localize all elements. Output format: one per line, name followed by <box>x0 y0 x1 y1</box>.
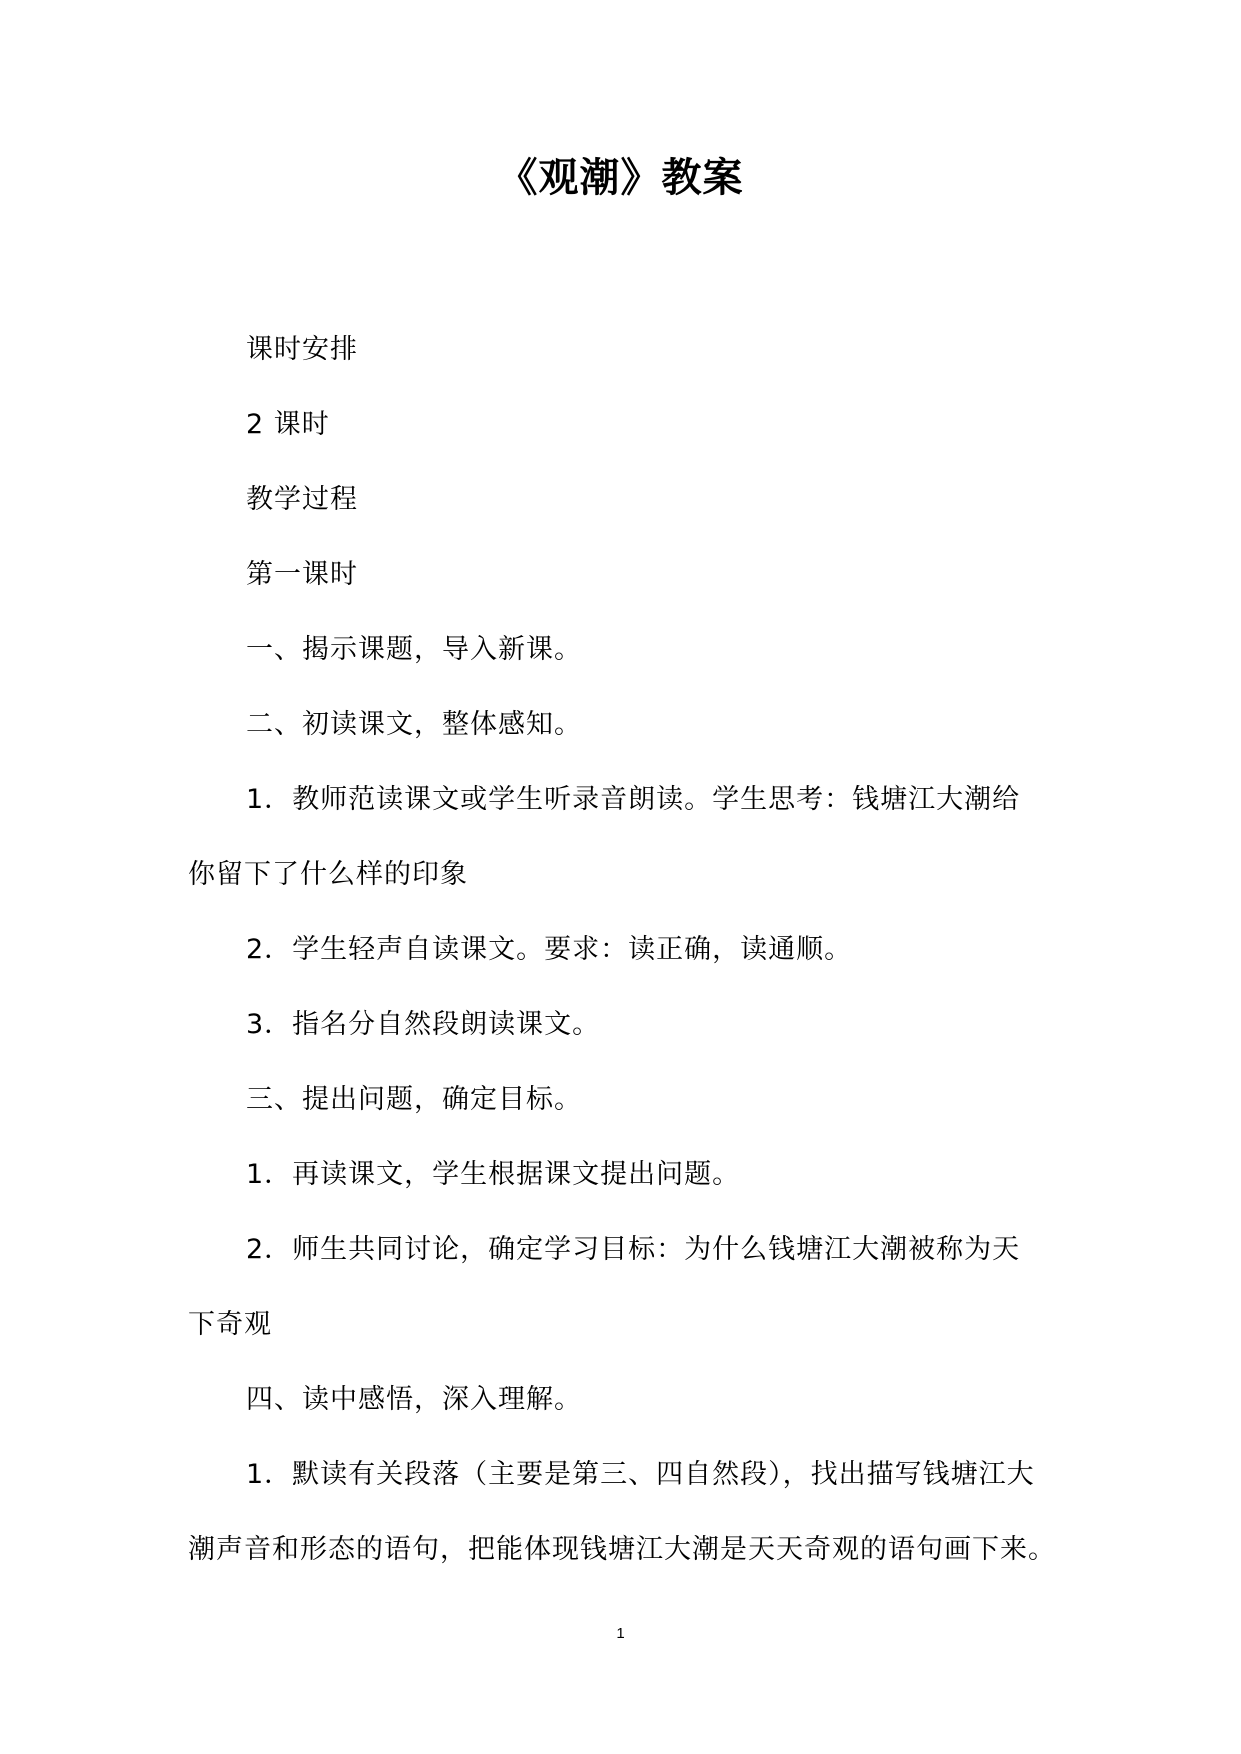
step-heading-4: 四、读中感悟，深入理解。 <box>246 1384 582 1415</box>
paragraph-lesson-count: 2 课时 <box>246 409 330 440</box>
paragraph-line-continued: 下奇观 <box>188 1309 272 1340</box>
step-heading-2: 二、初读课文，整体感知。 <box>246 709 582 740</box>
step-heading-1: 一、揭示课题，导入新课。 <box>246 634 582 665</box>
paragraph-line: 1．教师范读课文或学生听录音朗读。学生思考：钱塘江大潮给 <box>246 784 1021 815</box>
paragraph-line: 1．再读课文，学生根据课文提出问题。 <box>246 1159 741 1190</box>
section-heading-schedule: 课时安排 <box>246 334 358 365</box>
paragraph-line-continued: 你留下了什么样的印象 <box>188 859 468 890</box>
page-number: 1 <box>616 1625 625 1642</box>
document-title: 《观潮》教案 <box>497 154 744 201</box>
section-heading-process: 教学过程 <box>246 484 358 515</box>
paragraph-line: 2．师生共同讨论，确定学习目标：为什么钱塘江大潮被称为天 <box>246 1234 1021 1265</box>
section-heading-first-lesson: 第一课时 <box>246 559 358 590</box>
paragraph-line: 3．指名分自然段朗读课文。 <box>246 1009 601 1040</box>
paragraph-line-continued: 潮声音和形态的语句，把能体现钱塘江大潮是天天奇观的语句画下来。 <box>188 1534 1056 1565</box>
paragraph-line: 2．学生轻声自读课文。要求：读正确，读通顺。 <box>246 934 853 965</box>
step-heading-3: 三、提出问题，确定目标。 <box>246 1084 582 1115</box>
paragraph-line: 1．默读有关段落（主要是第三、四自然段），找出描写钱塘江大 <box>246 1459 1035 1490</box>
